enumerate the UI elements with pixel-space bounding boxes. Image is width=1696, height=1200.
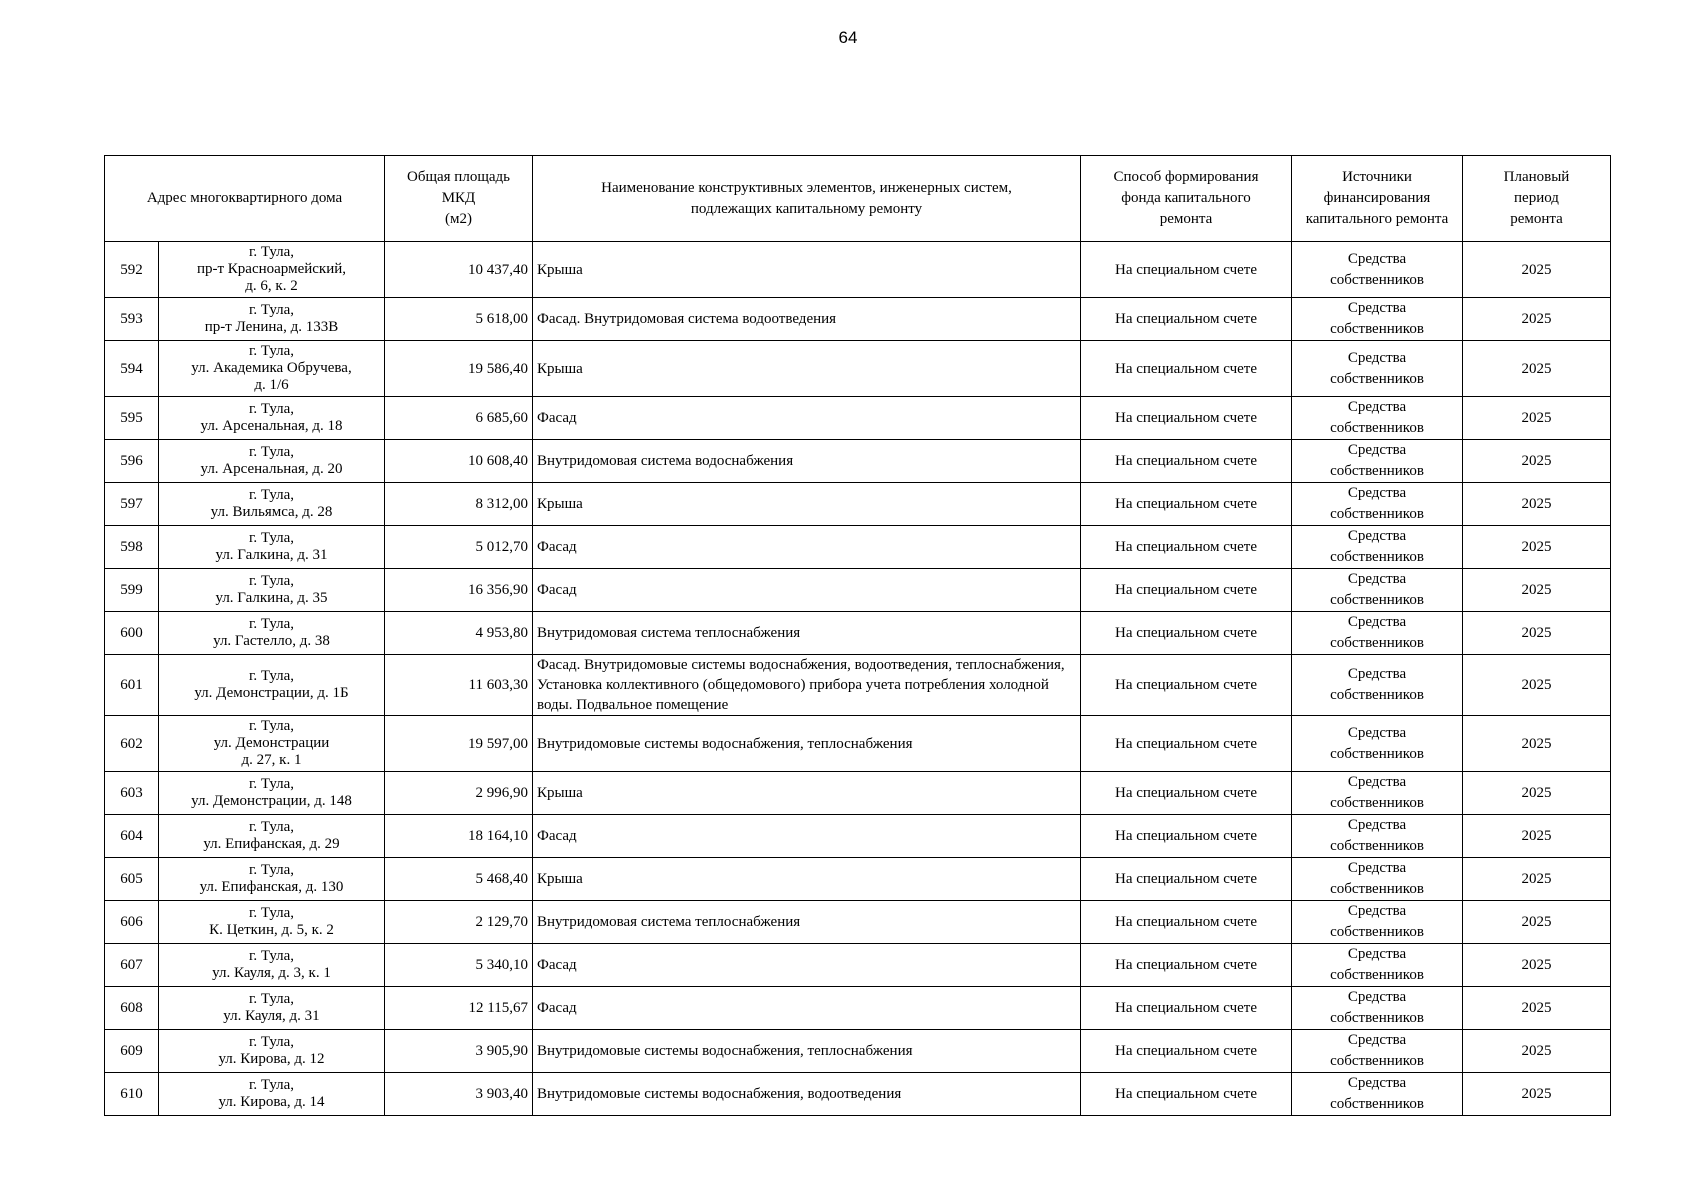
row-address: г. Тула, ул. Галкина, д. 35: [159, 569, 385, 612]
row-period: 2025: [1463, 716, 1611, 772]
row-source: Средства собственников: [1292, 655, 1463, 716]
row-address: г. Тула, ул. Демонстрации, д. 1Б: [159, 655, 385, 716]
row-area: 10 437,40: [385, 242, 533, 298]
row-elements: Фасад: [533, 397, 1081, 440]
row-elements: Крыша: [533, 483, 1081, 526]
row-area: 3 905,90: [385, 1030, 533, 1073]
row-source: Средства собственников: [1292, 242, 1463, 298]
table-row: [105, 1030, 1611, 1073]
row-period: 2025: [1463, 569, 1611, 612]
table-row: [105, 716, 1611, 772]
table-row: [105, 242, 1611, 298]
row-elements: Крыша: [533, 242, 1081, 298]
row-method: На специальном счете: [1081, 242, 1292, 298]
row-area: 4 953,80: [385, 612, 533, 655]
row-method: На специальном счете: [1081, 440, 1292, 483]
row-period: 2025: [1463, 1073, 1611, 1116]
row-source: Средства собственников: [1292, 944, 1463, 987]
row-area: 6 685,60: [385, 397, 533, 440]
table-row: [105, 655, 1611, 716]
row-period: 2025: [1463, 483, 1611, 526]
table-row: [105, 987, 1611, 1030]
row-address: г. Тула, К. Цеткин, д. 5, к. 2: [159, 901, 385, 944]
row-method: На специальном счете: [1081, 901, 1292, 944]
table-row: [105, 440, 1611, 483]
row-period: 2025: [1463, 772, 1611, 815]
row-source: Средства собственников: [1292, 858, 1463, 901]
row-number: 594: [105, 341, 159, 397]
row-method: На специальном счете: [1081, 858, 1292, 901]
row-source: Средства собственников: [1292, 815, 1463, 858]
row-period: 2025: [1463, 1030, 1611, 1073]
row-number: 592: [105, 242, 159, 298]
row-source: Средства собственников: [1292, 298, 1463, 341]
row-method: На специальном счете: [1081, 772, 1292, 815]
row-source: Средства собственников: [1292, 716, 1463, 772]
row-period: 2025: [1463, 987, 1611, 1030]
row-area: 10 608,40: [385, 440, 533, 483]
row-method: На специальном счете: [1081, 341, 1292, 397]
row-period: 2025: [1463, 612, 1611, 655]
table-row: [105, 901, 1611, 944]
row-number: 596: [105, 440, 159, 483]
row-address: г. Тула, ул. Епифанская, д. 29: [159, 815, 385, 858]
row-number: 606: [105, 901, 159, 944]
row-source: Средства собственников: [1292, 612, 1463, 655]
row-area: 19 586,40: [385, 341, 533, 397]
row-elements: Крыша: [533, 341, 1081, 397]
row-period: 2025: [1463, 397, 1611, 440]
row-area: 19 597,00: [385, 716, 533, 772]
row-number: 597: [105, 483, 159, 526]
row-elements: Внутридомовая система теплоснабжения: [533, 612, 1081, 655]
row-method: На специальном счете: [1081, 716, 1292, 772]
row-address: г. Тула, ул. Кауля, д. 31: [159, 987, 385, 1030]
row-period: 2025: [1463, 901, 1611, 944]
row-area: 5 468,40: [385, 858, 533, 901]
row-method: На специальном счете: [1081, 987, 1292, 1030]
row-method: На специальном счете: [1081, 944, 1292, 987]
row-address: г. Тула, ул. Епифанская, д. 130: [159, 858, 385, 901]
row-number: 603: [105, 772, 159, 815]
row-elements: Фасад: [533, 987, 1081, 1030]
row-address: г. Тула, ул. Вильямса, д. 28: [159, 483, 385, 526]
row-source: Средства собственников: [1292, 526, 1463, 569]
row-address: г. Тула, ул. Кауля, д. 3, к. 1: [159, 944, 385, 987]
row-address: г. Тула, пр-т Ленина, д. 133В: [159, 298, 385, 341]
page-number: 64: [838, 28, 858, 47]
row-number: 607: [105, 944, 159, 987]
table-row: [105, 569, 1611, 612]
row-number: 609: [105, 1030, 159, 1073]
row-period: 2025: [1463, 440, 1611, 483]
row-source: Средства собственников: [1292, 483, 1463, 526]
table-row: [105, 772, 1611, 815]
row-address: г. Тула, ул. Арсенальная, д. 18: [159, 397, 385, 440]
row-method: На специальном счете: [1081, 612, 1292, 655]
table-row: [105, 612, 1611, 655]
capital-repair-table: [104, 155, 1611, 1116]
row-number: 605: [105, 858, 159, 901]
row-area: 3 903,40: [385, 1073, 533, 1116]
row-method: На специальном счете: [1081, 483, 1292, 526]
row-number: 600: [105, 612, 159, 655]
row-area: 18 164,10: [385, 815, 533, 858]
row-elements: Внутридомовая система теплоснабжения: [533, 901, 1081, 944]
row-elements: Фасад: [533, 569, 1081, 612]
row-elements: Фасад: [533, 526, 1081, 569]
row-elements: Фасад. Внутридомовые системы водоснабжения, водоотведения, теплоснабжения, Установка коллективного (общедомового) прибора учета потребления холодной воды. Подвальное помещение: [533, 655, 1081, 716]
row-area: 5 340,10: [385, 944, 533, 987]
row-address: г. Тула, ул. Академика Обручева, д. 1/6: [159, 341, 385, 397]
table-header-row: [105, 156, 1611, 242]
row-period: 2025: [1463, 298, 1611, 341]
row-period: 2025: [1463, 526, 1611, 569]
header-address: Адрес многоквартирного дома: [105, 156, 385, 242]
row-period: 2025: [1463, 341, 1611, 397]
table-row: [105, 944, 1611, 987]
row-period: 2025: [1463, 242, 1611, 298]
row-elements: Внутридомовая система водоснабжения: [533, 440, 1081, 483]
row-method: На специальном счете: [1081, 655, 1292, 716]
row-elements: Внутридомовые системы водоснабжения, теплоснабжения: [533, 1030, 1081, 1073]
row-address: г. Тула, ул. Гастелло, д. 38: [159, 612, 385, 655]
row-source: Средства собственников: [1292, 901, 1463, 944]
row-area: 5 012,70: [385, 526, 533, 569]
row-source: Средства собственников: [1292, 440, 1463, 483]
row-method: На специальном счете: [1081, 526, 1292, 569]
row-method: На специальном счете: [1081, 1073, 1292, 1116]
header-elements: Наименование конструктивных элементов, инженерных систем, подлежащих капитальному ремонту: [533, 156, 1081, 242]
row-area: 2 129,70: [385, 901, 533, 944]
row-method: На специальном счете: [1081, 298, 1292, 341]
row-number: 598: [105, 526, 159, 569]
row-period: 2025: [1463, 815, 1611, 858]
row-method: На специальном счете: [1081, 1030, 1292, 1073]
row-source: Средства собственников: [1292, 569, 1463, 612]
row-number: 595: [105, 397, 159, 440]
header-period: Плановый период ремонта: [1463, 156, 1611, 242]
row-method: На специальном счете: [1081, 569, 1292, 612]
row-source: Средства собственников: [1292, 341, 1463, 397]
row-number: 593: [105, 298, 159, 341]
table-row: [105, 1073, 1611, 1116]
row-period: 2025: [1463, 944, 1611, 987]
row-area: 8 312,00: [385, 483, 533, 526]
row-elements: Фасад. Внутридомовая система водоотведения: [533, 298, 1081, 341]
row-number: 599: [105, 569, 159, 612]
row-source: Средства собственников: [1292, 1073, 1463, 1116]
row-number: 601: [105, 655, 159, 716]
row-source: Средства собственников: [1292, 397, 1463, 440]
table-row: [105, 526, 1611, 569]
row-period: 2025: [1463, 858, 1611, 901]
row-area: 2 996,90: [385, 772, 533, 815]
row-elements: Внутридомовые системы водоснабжения, теплоснабжения: [533, 716, 1081, 772]
row-address: г. Тула, ул. Демонстрации д. 27, к. 1: [159, 716, 385, 772]
row-area: 11 603,30: [385, 655, 533, 716]
row-source: Средства собственников: [1292, 987, 1463, 1030]
table-row: [105, 483, 1611, 526]
row-method: На специальном счете: [1081, 397, 1292, 440]
row-address: г. Тула, ул. Арсенальная, д. 20: [159, 440, 385, 483]
row-area: 5 618,00: [385, 298, 533, 341]
header-method: Способ формирования фонда капитального ремонта: [1081, 156, 1292, 242]
header-source: Источники финансирования капитального ремонта: [1292, 156, 1463, 242]
row-number: 608: [105, 987, 159, 1030]
table-row: [105, 298, 1611, 341]
table-row: [105, 341, 1611, 397]
row-address: г. Тула, ул. Кирова, д. 12: [159, 1030, 385, 1073]
row-method: На специальном счете: [1081, 815, 1292, 858]
table-row: [105, 815, 1611, 858]
row-area: 12 115,67: [385, 987, 533, 1030]
row-elements: Фасад: [533, 815, 1081, 858]
row-address: г. Тула, ул. Галкина, д. 31: [159, 526, 385, 569]
row-elements: Внутридомовые системы водоснабжения, водоотведения: [533, 1073, 1081, 1116]
header-area: Общая площадь МКД (м2): [385, 156, 533, 242]
row-address: г. Тула, ул. Демонстрации, д. 148: [159, 772, 385, 815]
row-number: 602: [105, 716, 159, 772]
table-row: [105, 397, 1611, 440]
row-address: г. Тула, пр-т Красноармейский, д. 6, к. 2: [159, 242, 385, 298]
row-elements: Крыша: [533, 772, 1081, 815]
row-source: Средства собственников: [1292, 1030, 1463, 1073]
row-area: 16 356,90: [385, 569, 533, 612]
table-row: [105, 858, 1611, 901]
row-number: 604: [105, 815, 159, 858]
row-elements: Крыша: [533, 858, 1081, 901]
row-source: Средства собственников: [1292, 772, 1463, 815]
row-elements: Фасад: [533, 944, 1081, 987]
row-address: г. Тула, ул. Кирова, д. 14: [159, 1073, 385, 1116]
row-period: 2025: [1463, 655, 1611, 716]
row-number: 610: [105, 1073, 159, 1116]
